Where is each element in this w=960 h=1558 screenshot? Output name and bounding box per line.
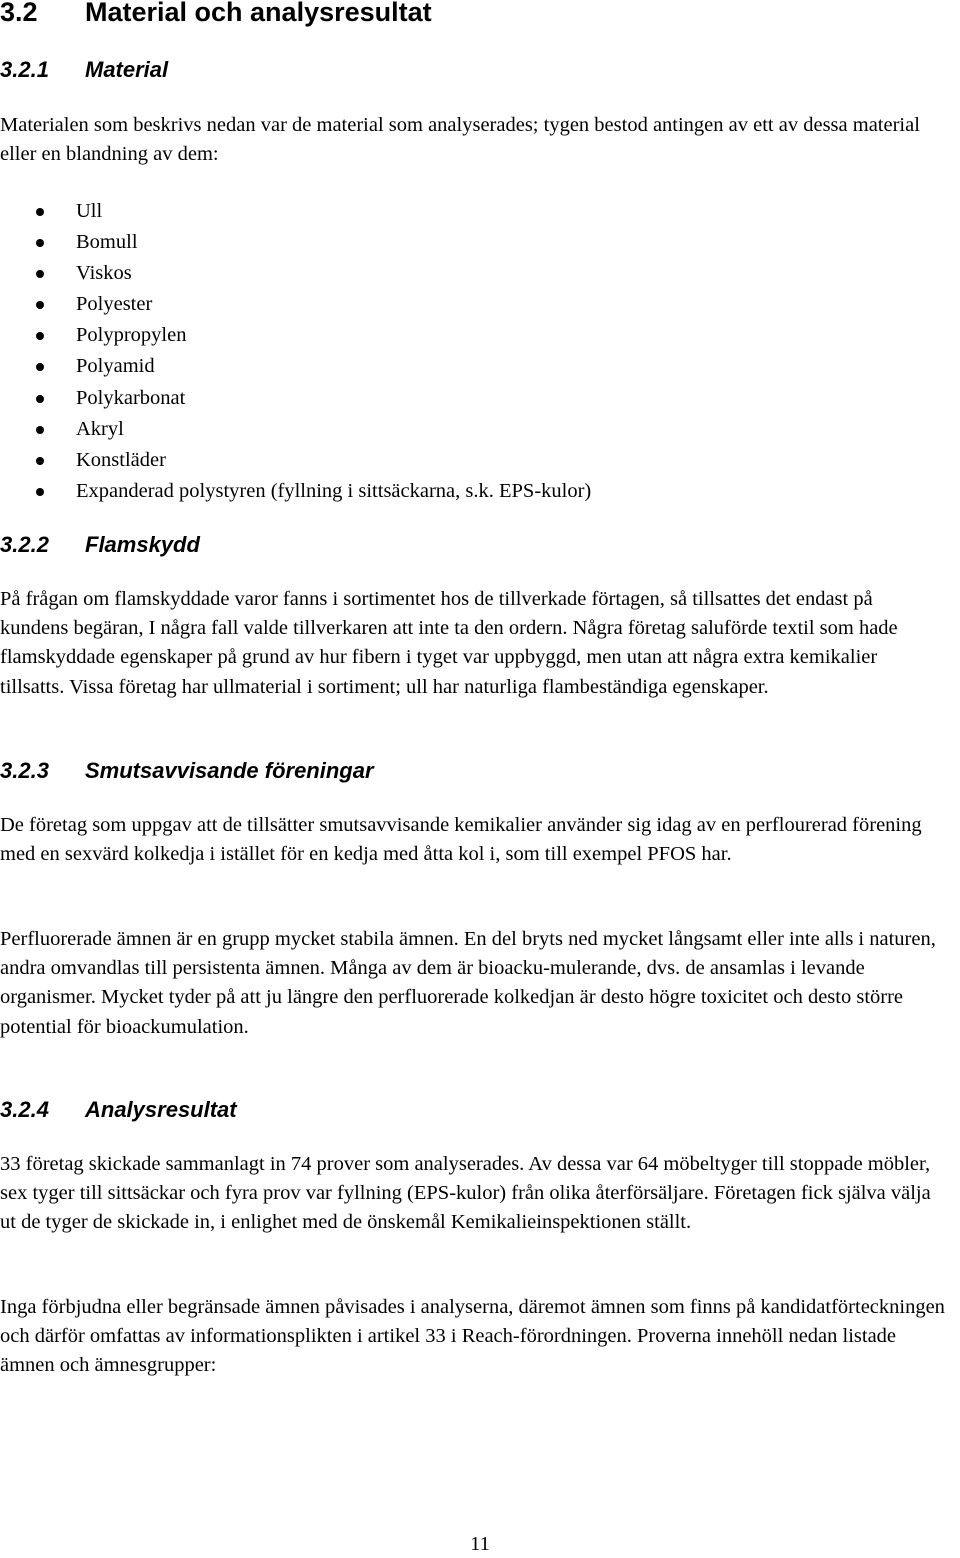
subsection-title: Flamskydd bbox=[85, 532, 200, 557]
list-item: Ull bbox=[0, 196, 591, 227]
section-heading bbox=[0, 0, 432, 30]
list-item: Akryl bbox=[0, 414, 591, 445]
subsection-heading-smutsavvisande bbox=[0, 756, 374, 786]
list-item: Polypropylen bbox=[0, 320, 591, 351]
bullet-icon bbox=[36, 208, 44, 216]
paragraph: De företag som uppgav att de tillsätter smutsavvisande kemikalier använder sig idag av en perflourerad förening med en sexvärd kolkedja i istället för en kedja med åtta kol i, som till exempel PFOS har. bbox=[0, 814, 922, 866]
section-number: 3.2 bbox=[0, 0, 38, 27]
bullet-icon bbox=[36, 270, 44, 278]
subsection-heading-flamskydd bbox=[0, 530, 200, 560]
list-item: Viskos bbox=[0, 258, 591, 289]
bullet-icon bbox=[36, 301, 44, 309]
material-list bbox=[0, 196, 591, 507]
subsection-number: 3.2.4 bbox=[0, 1097, 49, 1122]
bullet-icon bbox=[36, 239, 44, 247]
bullet-icon bbox=[36, 332, 44, 340]
section-title: Material och analysresultat bbox=[85, 0, 432, 27]
subsection-number: 3.2.3 bbox=[0, 758, 49, 783]
subsection-number: 3.2.2 bbox=[0, 532, 49, 557]
subsection-title: Smutsavvisande föreningar bbox=[85, 758, 374, 783]
list-item: Expanderad polystyren (fyllning i sittsäckarna, s.k. EPS-kulor) bbox=[0, 476, 591, 507]
paragraph: Perfluorerade ämnen är en grupp mycket stabila ämnen. En del bryts ned mycket långsamt eller inte alls i naturen, andra omvandlas till persistenta ämnen. Många av dem är bioacku-mulerande, dvs. de ansamlas i levande organismer. Mycket tyder på att ju längre den perfluorerade kolkedjan är desto högre toxicitet och desto större potential för bioackumulation. bbox=[0, 928, 936, 1038]
paragraph: 33 företag skickade sammanlagt in 74 prover som analyserades. Av dessa var 64 möbeltyger till stoppade möbler, sex tyger till sittsäckar och fyra prov var fyllning (EPS-kulor) från olika återförsäljare. Företagen fick själva välja ut de tyger de skickade in, i enlighet med de önskemål Kemikalieinspektionen ställt. bbox=[0, 1153, 931, 1234]
list-item: Konstläder bbox=[0, 445, 591, 476]
subsection-title: Analysresultat bbox=[85, 1097, 237, 1122]
subsection-title: Material bbox=[85, 57, 169, 82]
bullet-icon bbox=[36, 488, 44, 496]
bullet-icon bbox=[36, 457, 44, 465]
list-item: Bomull bbox=[0, 227, 591, 258]
list-item: Polyester bbox=[0, 289, 591, 320]
list-item: Polykarbonat bbox=[0, 383, 591, 414]
bullet-icon bbox=[36, 426, 44, 434]
bullet-icon bbox=[36, 363, 44, 371]
paragraph: På frågan om flamskyddade varor fanns i sortimentet hos de tillverkade förtagen, så tillsattes det endast på kundens begäran, I några fall valde tillverkaren att inte ta den ordern. Några företag saluförde textil som hade flamskyddade egenskaper på grund av hur fibern i tyget var uppbyggd, men utan att några extra kemikalier tillsatts. Vissa företag har ullmaterial i sortiment; ull har naturliga flambeständiga egenskaper. bbox=[0, 588, 898, 698]
subsection-number: 3.2.1 bbox=[0, 57, 49, 82]
bullet-icon bbox=[36, 395, 44, 403]
subsection-heading-analysresultat bbox=[0, 1095, 237, 1125]
paragraph: Inga förbjudna eller begränsade ämnen påvisades i analyserna, däremot ämnen som finns på kandidatförteckningen och därför omfattas av informationsplikten i artikel 33 i Reach-förordningen. Proverna innehöll nedan listade ämnen och ämnesgrupper: bbox=[0, 1296, 945, 1377]
subsection-heading-material bbox=[0, 55, 168, 85]
page-number: 11 bbox=[470, 1533, 490, 1555]
list-item: Polyamid bbox=[0, 351, 591, 382]
paragraph: Materialen som beskrivs nedan var de material som analyserades; tygen bestod antingen av ett av dessa material eller en blandning av dem: bbox=[0, 114, 920, 166]
